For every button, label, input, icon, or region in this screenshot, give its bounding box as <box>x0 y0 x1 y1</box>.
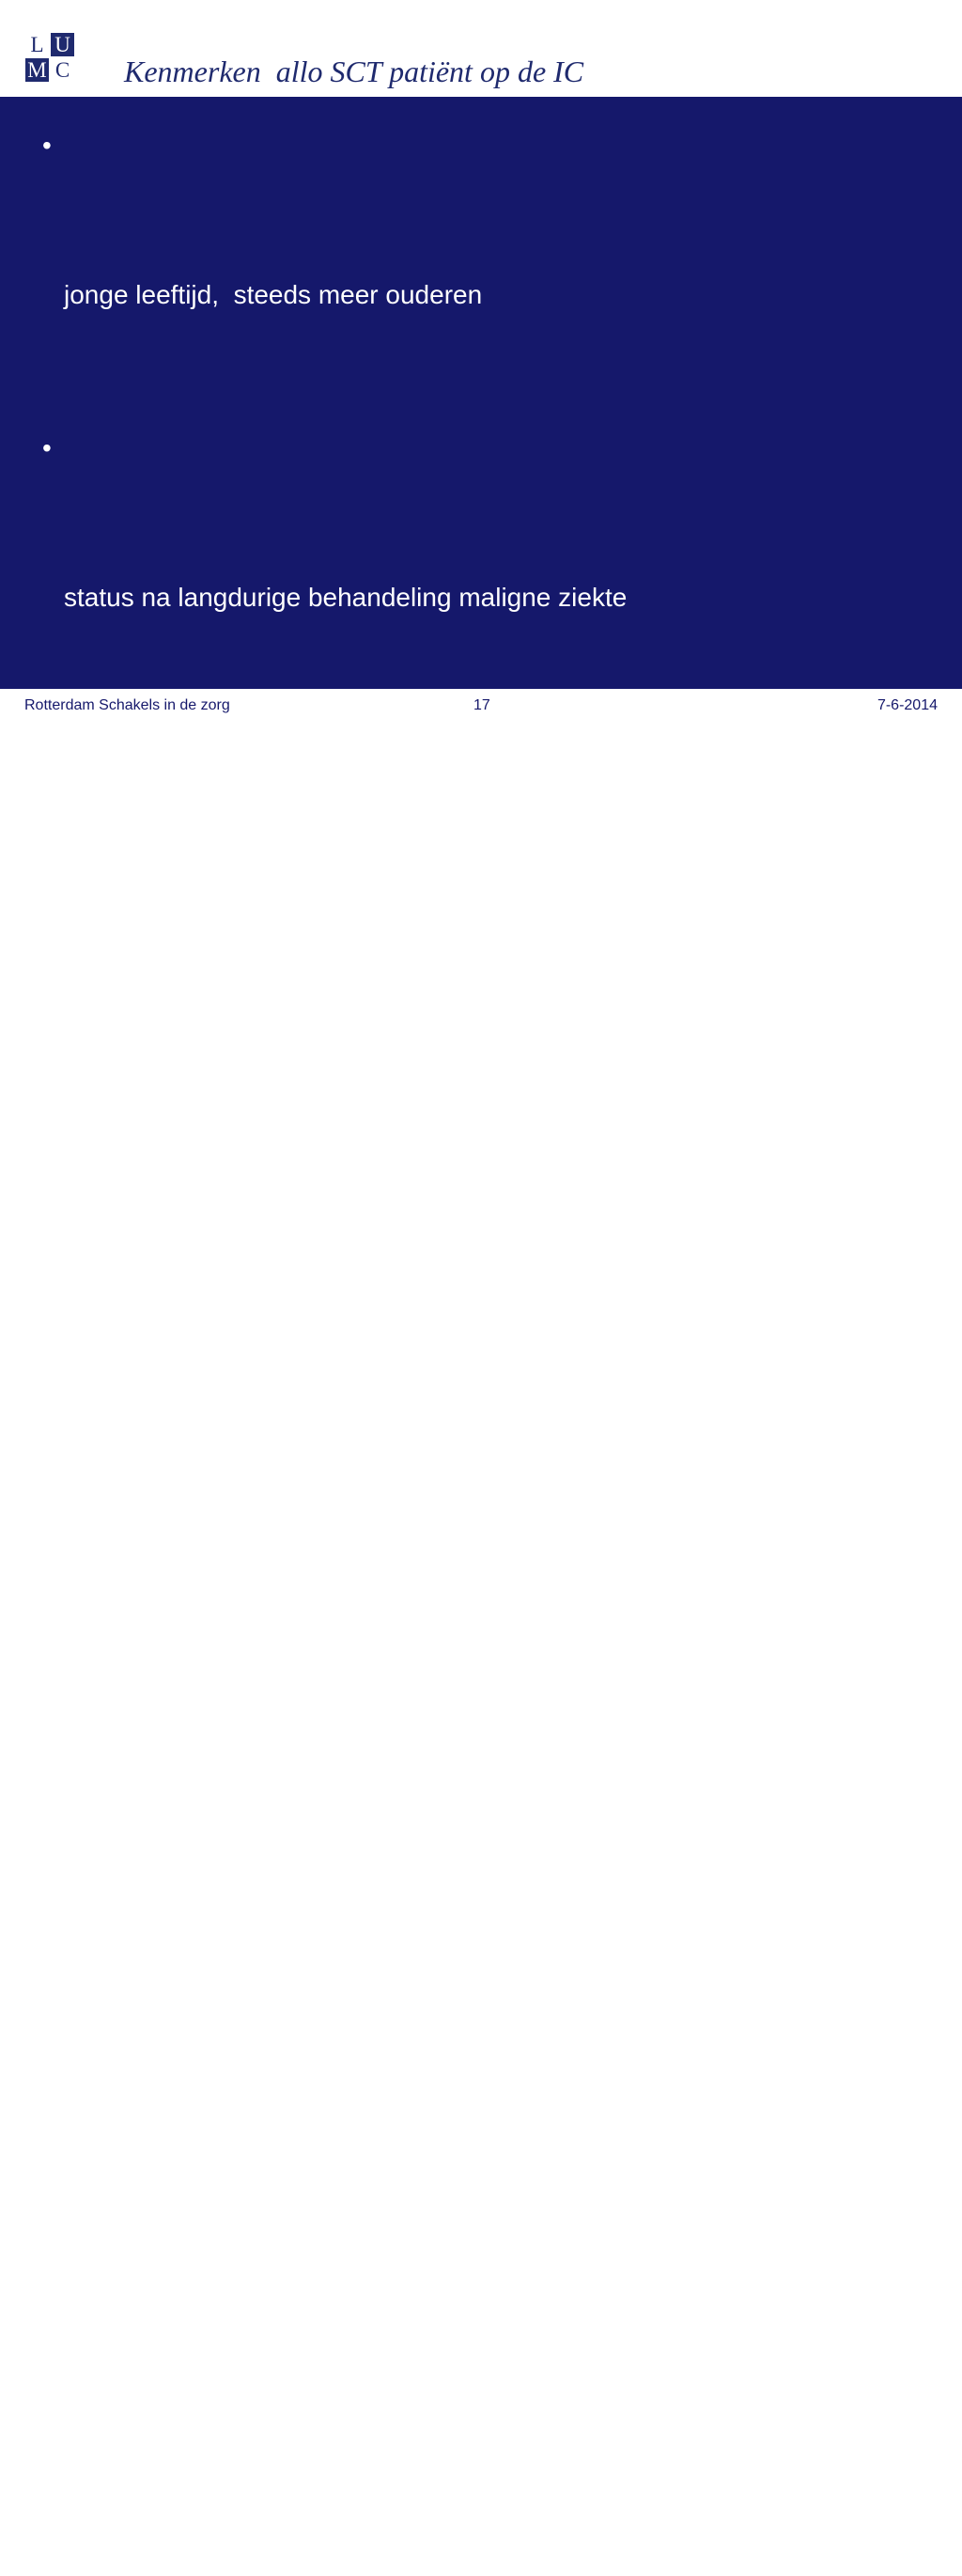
bullet-text: status na langdurige behandeling maligne ziekte <box>64 583 628 612</box>
bullet-item <box>42 1679 944 2128</box>
bullet-dot: • <box>42 734 52 763</box>
slide-footer <box>0 689 962 722</box>
bullet-dot: • <box>42 433 52 462</box>
bullet-text-continuation: slijmvliesschade <box>64 2437 255 2466</box>
logo-letter-m: M <box>25 58 49 82</box>
bullet-text: jonge leeftijd, steeds meer ouderen <box>64 280 483 309</box>
slide-title: Kenmerken allo SCT patiënt op de IC <box>124 55 584 88</box>
logo-letter-u: U <box>51 33 74 56</box>
lumc-logo <box>25 33 76 84</box>
footer-organization: Rotterdam Schakels in de zorg <box>24 697 230 713</box>
bullet-text: relatief zeldzame onderliggende maligne ziekte / <box>64 883 635 913</box>
bullet-text-continuation: experimentele behandelingen. <box>64 1033 424 1062</box>
bullet-list <box>42 120 944 2576</box>
bullet-text: behandelingen toxisch , immuunsupressief (prednison), <box>64 2287 709 2317</box>
slide-header <box>0 0 962 97</box>
page-number: 17 <box>473 697 490 713</box>
bullet-text-continuation: opportunistische infecties ( aspergillus) , <box>64 1523 533 1553</box>
footer-date: 7-6-2014 <box>877 697 938 713</box>
logo-letter-l: L <box>30 33 44 56</box>
bullet-dot: • <box>42 1690 52 1719</box>
bullet-text-continuation: lymfoma disease (PTLD) <box>64 1989 354 2018</box>
bullet-item <box>42 724 944 1172</box>
bullet-item <box>42 120 944 419</box>
bullet-item <box>42 423 944 722</box>
logo-letter-c: C <box>54 58 70 82</box>
bullet-item <box>42 1172 944 1679</box>
bullet-dot: • <box>42 2138 52 2167</box>
bullet-text: immuungecompromitteerd, vooral gestoorde T-celfunctie <box>64 1354 722 1383</box>
bullet-item <box>42 2128 944 2576</box>
bullet-dot: • <box>42 131 52 160</box>
bullet-text: virale infecties CMV, EBV cave post transplantation <box>64 1839 669 1868</box>
bullet-dot: • <box>42 1185 52 1214</box>
